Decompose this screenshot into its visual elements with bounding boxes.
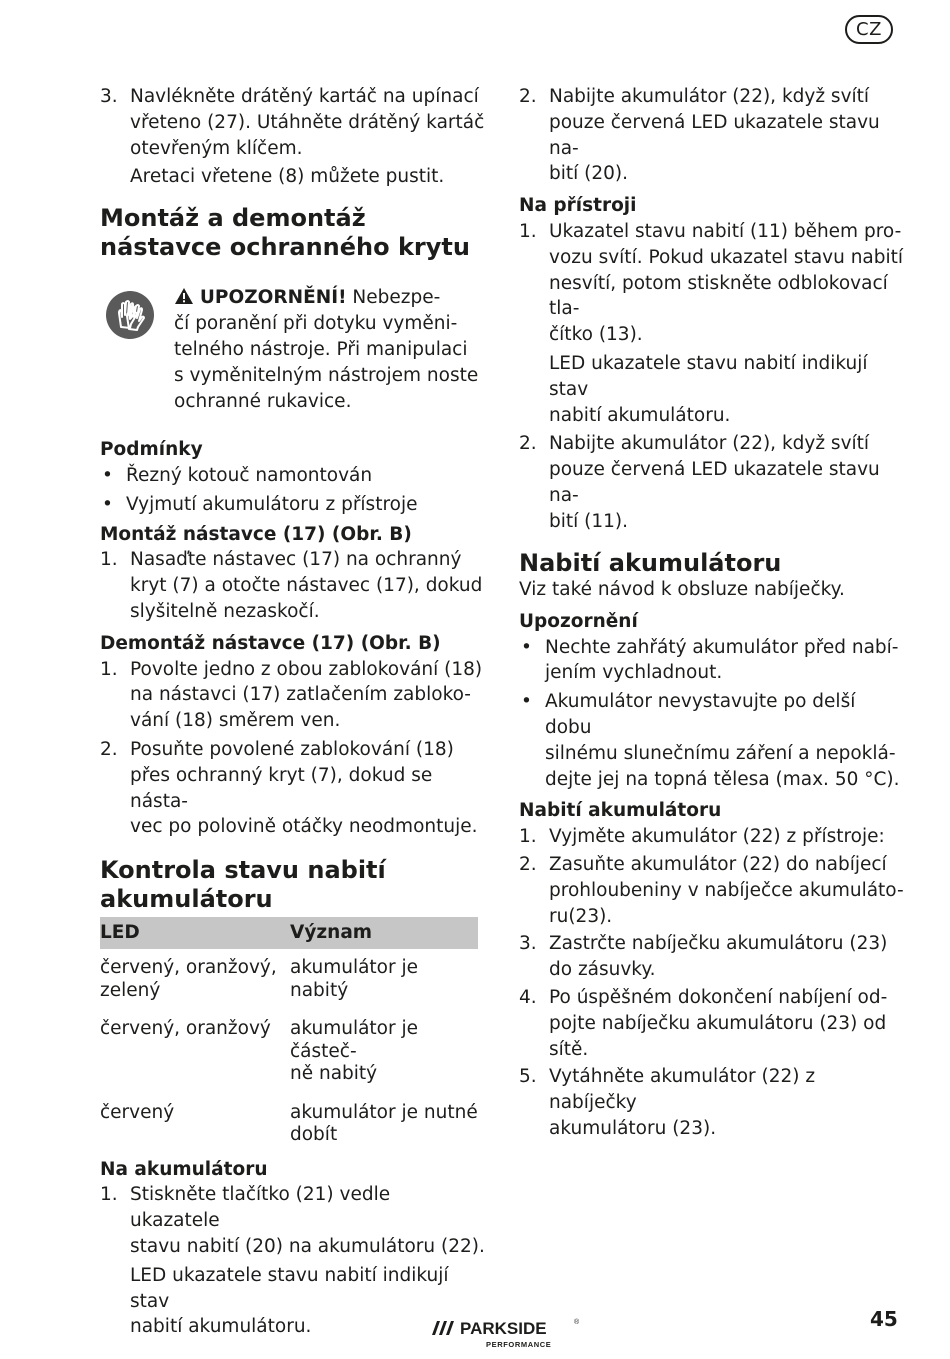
table-row: [100, 1010, 478, 1094]
step-number: 2.: [519, 86, 537, 107]
condition-text: Řezný kotouč namontován: [126, 464, 373, 486]
step-line: vec po polovině otáčky neodmontuje.: [130, 816, 478, 838]
condition-text: Vyjmutí akumulátoru z přístroje: [126, 493, 418, 515]
step-line: bití (20).: [549, 163, 629, 185]
on-device-step-2: [519, 431, 904, 534]
title-line: Kontrola stavu nabití: [100, 856, 386, 885]
step-line: otevřeným klíčem.: [130, 137, 303, 159]
step-line: Zasuňte akumulátor (22) do nabíjecí: [549, 854, 887, 876]
mount-step-1: [100, 547, 485, 624]
step-number: 1.: [100, 549, 118, 571]
step-number: 2.: [519, 854, 537, 876]
col-header-led: LED: [100, 917, 290, 949]
step-number: 1.: [519, 826, 537, 848]
caution-line: silnému slunečnímu záření a nepoklá-: [545, 742, 896, 764]
page-number: 45: [870, 1307, 898, 1331]
step-line: na nástavci (17) zatlačením zabloko-: [130, 684, 471, 706]
led-table: [100, 917, 478, 1155]
demount-step-1: [100, 657, 485, 734]
step-note: LED ukazatele stavu nabití indikují stav: [549, 352, 868, 400]
led-cell: červený: [100, 1101, 175, 1123]
title-line: akumulátoru: [100, 884, 273, 913]
parkside-logo: [430, 1313, 582, 1351]
left-column: [100, 84, 485, 1340]
title-line: nástavce ochranného krytu: [100, 232, 470, 261]
meaning-cell: akumulátor je nutné dobít: [290, 1101, 478, 1146]
step-line: Nabijte akumulátor (22), když svítí: [549, 433, 870, 455]
led-cell: červený, oranžový: [100, 1018, 271, 1040]
step-line: do zásuvky.: [549, 959, 656, 981]
caution-title: Upozornění: [519, 610, 638, 632]
demount-step-2: [100, 737, 485, 840]
step-line: sítě.: [549, 1038, 589, 1060]
step-line: přes ochranný kryt (7), dokud se násta-: [130, 764, 433, 812]
caution-line: Nechte zahřátý akumulátor před nabí-: [545, 636, 899, 658]
warning-line: s vyměnitelným nástrojem noste: [174, 365, 479, 387]
caution-line: Akumulátor nevystavujte po delší dobu: [545, 691, 856, 739]
step-number: 2.: [100, 738, 118, 760]
right-column: [519, 84, 904, 1142]
table-row: [100, 1094, 478, 1155]
step-line: pouze červená LED ukazatele stavu na-: [549, 459, 880, 506]
section-title-charging: Nabití akumulátoru: [519, 548, 782, 577]
step-line: vání (18) směrem ven.: [130, 710, 341, 732]
warning-line: čí poranění při dotyku vyměni-: [174, 313, 458, 335]
step-note: nabití akumulátoru.: [549, 404, 731, 426]
step-line: Posuňte povolené zablokování (18): [130, 738, 454, 760]
step-line: Zastrčte nabíječku akumulátoru (23): [549, 933, 888, 955]
step-line: prohloubeniny v nabíječce akumuláto-: [549, 879, 904, 901]
charge-step-4: [519, 985, 904, 1062]
meaning-cell: akumulátor je nabitý: [290, 957, 419, 1001]
step-line: Stiskněte tlačítko (21) vedle ukazatele: [130, 1184, 391, 1232]
mount-title: Montáž nástavce (17) (Obr. B): [100, 523, 412, 545]
warning-line: Nebezpe-: [346, 287, 441, 309]
step-number: 1.: [100, 658, 118, 680]
step-line: Vyjměte akumulátor (22) z přístroje:: [549, 826, 885, 848]
table-row: [100, 949, 478, 1010]
caution-line: dejte jej na topná tělesa (max. 50 °C).: [545, 768, 900, 790]
step-number: 5.: [519, 1066, 537, 1088]
conditions-title: Podmínky: [100, 439, 203, 461]
caution-item: • Nechte zahřátý akumulátor před nabí- jením vychladnout.: [519, 635, 904, 687]
step-line: Nasaďte nástavec (17) na ochranný: [130, 549, 462, 571]
step-line: Povolte jedno z obou zablokování (18): [130, 658, 483, 680]
step-line: Ukazatel stavu nabití (11) během pro-: [549, 220, 902, 242]
charge-step-2: [519, 852, 904, 929]
step-number: 1.: [100, 1184, 118, 1206]
brand-name: PARKSIDE: [460, 1319, 547, 1338]
step-line: nesvítí, potom stiskněte odblokovací tla-: [549, 272, 888, 320]
on-battery-title: Na akumulátoru: [100, 1158, 268, 1180]
condition-item: • Řezný kotouč namontován: [102, 464, 373, 486]
step-line: Vytáhněte akumulátor (22) z nabíječky: [549, 1066, 816, 1114]
language-badge: CZ: [845, 15, 893, 44]
step-line: akumulátoru (23).: [549, 1117, 717, 1139]
caution-line: jením vychladnout.: [545, 662, 723, 684]
step-note: LED ukazatele stavu nabití indikují stav: [130, 1264, 449, 1312]
step-line: vozu svítí. Pokud ukazatel stavu nabití: [549, 246, 904, 268]
led-cell: červený, oranžový, zelený: [100, 957, 277, 1001]
step-line: pouze červená LED ukazatele stavu na-: [549, 111, 880, 159]
step-line: Nabijte akumulátor (22), když svítí: [549, 86, 870, 107]
warning-triangle-icon: [174, 287, 194, 305]
step-line: pojte nabíječku akumulátoru (23) od: [549, 1012, 887, 1034]
step-note: nabití akumulátoru.: [130, 1316, 312, 1338]
step-line: bití (11).: [549, 510, 629, 532]
brand-mark: ®: [574, 1319, 580, 1326]
step-line: stavu nabití (20) na akumulátoru (22).: [130, 1236, 485, 1258]
charge-step-3: [519, 931, 904, 983]
step-number: 3.: [519, 933, 537, 955]
charge-step-5: [519, 1064, 904, 1141]
step-number: 2.: [519, 433, 537, 455]
step-note: Aretaci vřetene (8) můžete pustit.: [130, 166, 445, 188]
caution-item: • Akumulátor nevystavujte po delší dobu silnému slunečnímu záření a nepoklá- dejte jej na topná tělesa (max. 50 °C).: [519, 689, 904, 792]
on-device-title: Na přístroji: [519, 195, 637, 217]
step-line: čítko (13).: [549, 324, 643, 346]
step-number: 3.: [100, 86, 118, 107]
table-header-row: [100, 917, 478, 949]
warning-block: [100, 285, 485, 415]
condition-item: • Vyjmutí akumulátoru z přístroje: [102, 493, 418, 515]
charging-intro: Viz také návod k obsluze nabíječky.: [519, 579, 845, 601]
step-line: ru(23).: [549, 905, 613, 927]
step-line: slyšitelně nezaskočí.: [130, 600, 320, 622]
step-number: 1.: [519, 220, 537, 242]
warning-line: ochranné rukavice.: [174, 391, 352, 413]
step-number: 4.: [519, 987, 537, 1008]
warning-text: [174, 285, 485, 415]
on-battery-step-1: [100, 1182, 485, 1340]
section-title-charge-check: [100, 856, 485, 913]
meaning-cell: akumulátor je částeč- ně nabitý: [290, 1018, 419, 1085]
section-title-mount: [100, 204, 485, 261]
step-3: [100, 84, 485, 190]
title-line: Montáž a demontáž: [100, 204, 366, 233]
charge-step-1: [519, 824, 904, 850]
step-line: Navlékněte drátěný kartáč na upínací: [130, 86, 479, 107]
gloves-icon: [106, 291, 154, 339]
demount-title: Demontáž nástavce (17) (Obr. B): [100, 632, 441, 654]
warning-line: telného nástroje. Při manipulaci: [174, 339, 468, 361]
step-line: vřeteno (27). Utáhněte drátěný kartáč: [130, 111, 485, 133]
charge-title: Nabití akumulátoru: [519, 800, 722, 822]
brand-sub: PERFORMANCE: [486, 1340, 552, 1349]
step-line: kryt (7) a otočte nástavec (17), dokud: [130, 575, 483, 597]
col-header-meaning: Význam: [290, 917, 478, 949]
step-line: Po úspěšném dokončení nabíjení od-: [549, 987, 888, 1008]
battery-step-2: [519, 84, 904, 187]
on-device-step-1: [519, 219, 904, 428]
warning-label: UPOZORNĚNÍ!: [199, 287, 347, 309]
